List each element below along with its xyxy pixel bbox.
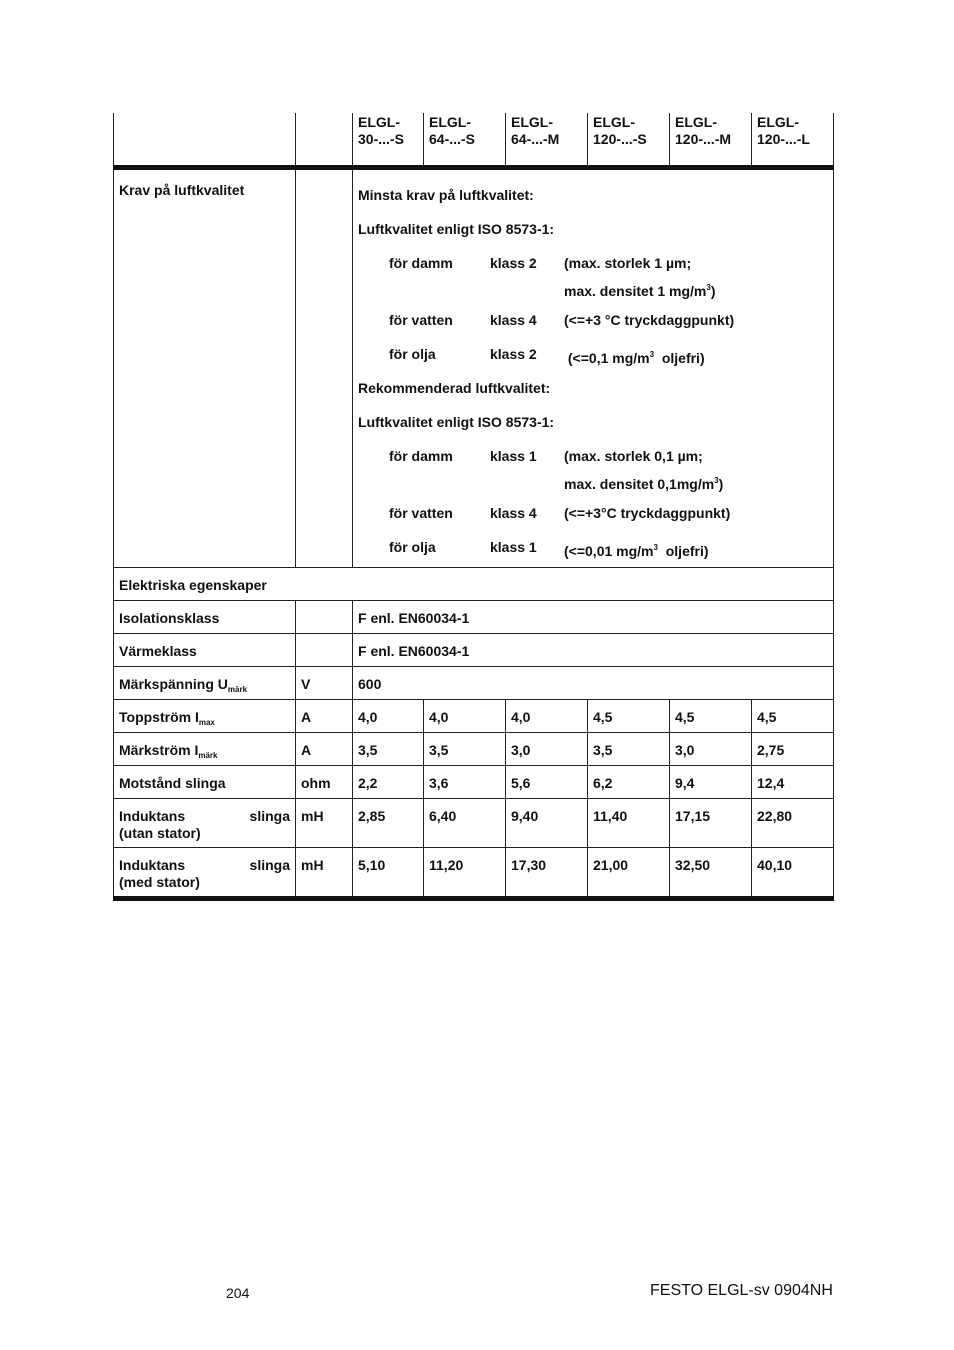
cell-value: 12,4 [752,766,834,799]
cell-value: 4,5 [752,700,834,733]
rec-water-spec: för vatten klass 4 (<=+3°C tryckdaggpunkt) [389,505,731,521]
table-row [114,700,834,733]
cell-value: 6,40 [424,799,506,848]
cell-value: 9,40 [506,799,588,848]
row-label: Isolationsklass [114,601,296,634]
model-header: ELGL- 120-...-S [588,113,670,168]
cell-value: 40,10 [752,848,834,899]
cell-value: 3,5 [588,733,670,766]
row-label: Induktans slinga (med stator) [114,848,296,899]
row-value: F enl. EN60034-1 [353,634,834,667]
cell-value: 3,5 [353,733,424,766]
air-quality-label: Krav på luftkvalitet [114,168,296,568]
row-label: Märkspänning $U_{märk}$ [114,667,296,700]
row-unit: ohm [296,766,353,799]
model-header: ELGL- 64-...-S [424,113,506,168]
cell-value: 3,0 [670,733,752,766]
row-unit: V [296,667,353,700]
model-header: ELGL- 120-...-L [752,113,834,168]
table-row [114,766,834,799]
cell-value: 11,40 [588,799,670,848]
cell-value: 4,5 [588,700,670,733]
row-label: Märkström $I_{märk}$ [114,733,296,766]
cell-value: 5,10 [353,848,424,899]
cell-value: 17,15 [670,799,752,848]
model-header-row [114,113,834,168]
row-unit [296,634,353,667]
row-unit: mH [296,799,353,848]
min-oil-spec: för olja klass 2 (<=0,1 $mg/m^3$ oljefri) [389,346,705,366]
min-requirement-title: Minsta krav på luftkvalitet: [358,187,534,203]
cell-value: 32,50 [670,848,752,899]
row-unit: A [296,733,353,766]
air-quality-spec [353,168,834,568]
row-value: 600 [353,667,834,700]
min-dust-spec: för damm klass 2 (max. storlek 1 µm; max. densitet 1 $mg/m^3$) [389,255,716,299]
table-row [114,733,834,766]
header-empty-label [114,113,296,168]
row-label: Motstånd slinga [114,766,296,799]
row-unit: A [296,700,353,733]
cell-value: 4,0 [506,700,588,733]
cell-value: 22,80 [752,799,834,848]
model-header: ELGL- 30-...-S [353,113,424,168]
table-row [114,848,834,899]
row-label: Induktans slinga (utan stator) [114,799,296,848]
header-empty-unit [296,113,353,168]
recommended-title: Rekommenderad luftkvalitet: [358,380,551,396]
table-row [114,799,834,848]
cell-value: 2,2 [353,766,424,799]
cell-value: 17,30 [506,848,588,899]
section-heading: Elektriska egenskaper [114,568,834,601]
cell-value: 4,0 [353,700,424,733]
air-quality-row [114,168,834,568]
cell-value: 21,00 [588,848,670,899]
min-water-spec: för vatten klass 4 (<=+3 °C tryckdaggpunkt) [389,312,735,328]
rec-oil-spec: för olja klass 1 (<=0,01 $mg/m^3$ oljefri) [389,539,709,559]
rec-dust-spec: för damm klass 1 (max. storlek 0,1 µm; max. densitet $0,1mg/m^3$) [389,448,724,492]
iso-standard-line: Luftkvalitet enligt ISO 8573-1: [358,414,555,430]
air-quality-unit [296,168,353,568]
table-row [114,634,834,667]
document-reference: FESTO ELGL-sv 0904NH [650,1282,833,1299]
cell-value: 4,0 [424,700,506,733]
table-row [114,601,834,634]
model-header: ELGL- 120-...-M [670,113,752,168]
page-number: 204 [226,1285,250,1301]
electrical-section-row [114,568,834,601]
row-value: F enl. EN60034-1 [353,601,834,634]
cell-value: 5,6 [506,766,588,799]
cell-value: 6,2 [588,766,670,799]
cell-value: 4,5 [670,700,752,733]
table-row [114,667,834,700]
row-unit: mH [296,848,353,899]
cell-value: 3,0 [506,733,588,766]
model-header: ELGL- 64-...-M [506,113,588,168]
iso-standard-line: Luftkvalitet enligt ISO 8573-1: [358,221,555,237]
spec-table [113,113,834,901]
cell-value: 2,75 [752,733,834,766]
cell-value: 3,5 [424,733,506,766]
cell-value: 9,4 [670,766,752,799]
row-unit [296,601,353,634]
row-label: Värmeklass [114,634,296,667]
row-label: Toppström $I_{max}$ [114,700,296,733]
cell-value: 3,6 [424,766,506,799]
cell-value: 2,85 [353,799,424,848]
cell-value: 11,20 [424,848,506,899]
